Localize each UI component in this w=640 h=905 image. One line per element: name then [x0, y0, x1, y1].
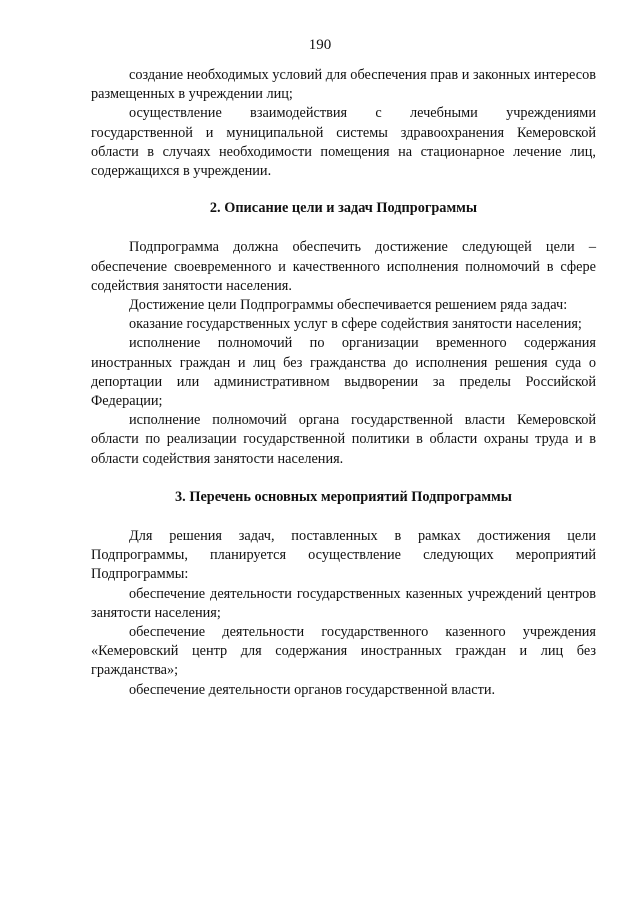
page-content	[91, 66, 596, 700]
section-2-paragraph-5: исполнение полномочий органа государственной власти Кемеровской области по реализации государственной политики в области охраны труда и в области содействия занятости населения.	[91, 412, 596, 467]
section-3-paragraph-2: обеспечение деятельности государственных казенных учреждений центров занятости населения;	[91, 585, 596, 621]
section-3-paragraph-3: обеспечение деятельности государственного казенного учреждения «Кемеровский центр для содержания иностранных граждан и лиц без гражданства»;	[91, 624, 596, 679]
section-2-paragraph-3: оказание государственных услуг в сфере содействия занятости населения;	[129, 316, 582, 333]
section-3-paragraph-1: Для решения задач, поставленных в рамках достижения цели Подпрограммы, планируется осуществление следующих мероприятий Подпрограммы:	[91, 528, 596, 583]
intro-paragraph-1: создание необходимых условий для обеспечения прав и законных интересов размещенных в учреждении лиц;	[91, 67, 596, 103]
section-2-paragraph-4: исполнение полномочий по организации временного содержания иностранных граждан и лиц без гражданства до исполнения решения суда о депортации или административном выдворении за пределы Российской Федерации;	[91, 335, 596, 410]
section-2-paragraph-2: Достижение цели Подпрограммы обеспечивается решением ряда задач:	[129, 297, 568, 314]
intro-paragraph-2: осуществление взаимодействия с лечебными учреждениями государственной и муниципальной системы здравоохранения Кемеровской области в случаях необходимости помещения на стационарное лечение лиц, содержащихся в учреждении.	[91, 105, 596, 180]
section-3-heading: 3. Перечень основных мероприятий Подпрограммы	[175, 488, 512, 505]
section-2-paragraph-1: Подпрограмма должна обеспечить достижение следующей цели – обеспечение своевременного и качественного исполнения полномочий в сфере содействия занятости населения.	[91, 239, 596, 294]
page-number: 190	[308, 37, 332, 53]
section-3-paragraph-4: обеспечение деятельности органов государственной власти.	[129, 681, 496, 698]
section-2-heading: 2. Описание цели и задач Подпрограммы	[209, 200, 478, 217]
